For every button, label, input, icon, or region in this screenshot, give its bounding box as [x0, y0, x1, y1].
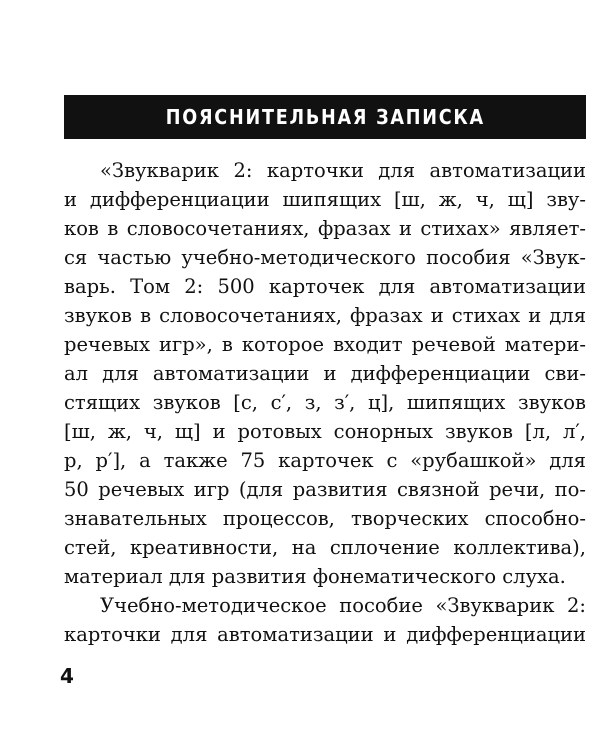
text-line: ков в словосочетаниях, фразах и стихах» являет-	[64, 217, 586, 240]
text-line: материал для развития фонематического слуха.	[64, 565, 566, 588]
text-line: [ш, ж, ч, щ] и ротовых сонорных звуков [л, л′,	[64, 420, 586, 443]
text-line: и дифференциации шипящих [ш, ж, ч, щ] зву-	[64, 188, 586, 211]
section-heading: ПОЯСНИТЕЛЬНАЯ ЗАПИСКА	[165, 105, 485, 129]
body-text	[64, 156, 586, 649]
text-line: варь. Том 2: 500 карточек для автоматизации	[64, 275, 586, 298]
text-line: ся частью учебно-методического пособия «Звук-	[64, 246, 586, 269]
page-number: 4	[60, 664, 74, 688]
text-line: 50 речевых игр (для развития связной речи, по-	[64, 478, 586, 501]
text-line: Учебно-методическое пособие «Звукварик 2:	[100, 594, 586, 617]
section-heading-bar	[64, 95, 586, 139]
text-line: знавательных процессов, творческих способно-	[64, 507, 586, 530]
text-line: стящих звуков [с, с′, з, з′, ц], шипящих звуков	[64, 391, 586, 414]
text-line: звуков в словосочетаниях, фразах и стихах и для	[64, 304, 586, 327]
text-line: речевых игр», в которое входит речевой матери-	[64, 333, 586, 356]
text-line: карточки для автоматизации и дифференциации	[64, 623, 586, 646]
text-line: р, р′], а также 75 карточек с «рубашкой» для	[64, 449, 586, 472]
text-line: стей, креативности, на сплочение коллектива),	[64, 536, 586, 559]
text-line: ал для автоматизации и дифференциации сви-	[64, 362, 586, 385]
text-line: «Звукварик 2: карточки для автоматизации	[100, 159, 586, 182]
